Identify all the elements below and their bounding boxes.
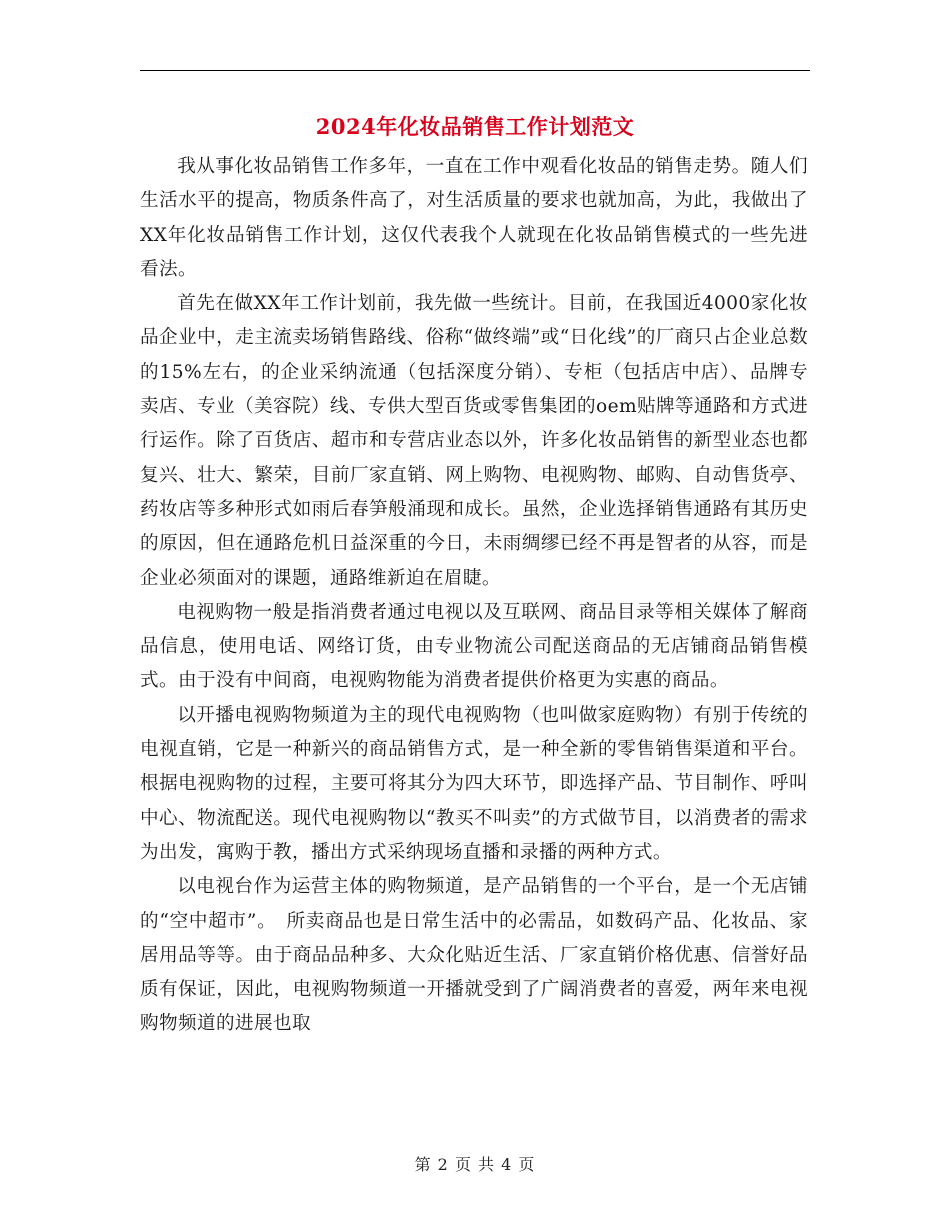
- paragraph-4: 以开播电视购物频道为主的现代电视购物（也叫做家庭购物）有别于传统的电视直销，它是一种新兴的商品销售方式，是一种全新的零售销售渠道和平台。根据电视购物的过程，主要可将其分为四大环节，即选择产品、节目制作、呼叫中心、物流配送。现代电视购物以“教买不叫卖”的方式做节目，以消费者的需求为出发，寓购于教，播出方式采纳现场直播和录播的两种方式。: [140, 704, 808, 863]
- paragraph-1: 我从事化妆品销售工作多年，一直在工作中观看化妆品的销售走势。随人们生活水平的提高，物质条件高了，对生活质量的要求也就加高，为此，我做出了XX年化妆品销售工作计划，这仅代表我个人就现在化妆品销售模式的一些先进看法。: [140, 156, 808, 280]
- paragraph-2: 首先在做XX年工作计划前，我先做一些统计。目前，在我国近4000家化妆品企业中，走主流卖场销售路线、俗称“做终端”或“日化线”的厂商只占企业总数的15%左右，的企业采纳流通（包括深度分销）、专柜（包括店中店）、品牌专卖店、专业（美容院）线、专供大型百货或零售集团的oem贴牌等通路和方式进行运作。除了百货店、超市和专营店业态以外，许多化妆品销售的新型业态也都复兴、壮大、繁荣，目前厂家直销、网上购物、电视购物、邮购、自动售货亭、药妆店等多种形式如雨后春笋般涌现和成长。虽然，企业选择销售通路有其历史的原因，但在通路危机日益深重的今日，未雨绸缪已经不再是智者的从容，而是企业必须面对的课题，通路维新迫在眉睫。: [140, 293, 808, 589]
- paragraph-5: 以电视台作为运营主体的购物频道，是产品销售的一个平台，是一个无店铺的“空中超市”。 所卖商品也是日常生活中的必需品，如数码产品、化妆品、家居用品等等。由于商品品种多、大众化贴近生活、厂家直销价格优惠、信誉好品质有保证，因此，电视购物频道一开播就受到了广阔消费者的喜爱，两年来电视购物频道的进展也取: [140, 876, 808, 1035]
- page-number: 第 2 页 共 4 页: [414, 1155, 536, 1174]
- header-rule: [140, 70, 810, 71]
- document-title: 2024年化妆品销售工作计划范文: [315, 114, 635, 139]
- paragraph-3: 电视购物一般是指消费者通过电视以及互联网、商品目录等相关媒体了解商品信息，使用电话、网络订货，由专业物流公司配送商品的无店铺商品销售模式。由于没有中间商，电视购物能为消费者提供价格更为实惠的商品。: [140, 601, 808, 692]
- document-body: [140, 150, 808, 1042]
